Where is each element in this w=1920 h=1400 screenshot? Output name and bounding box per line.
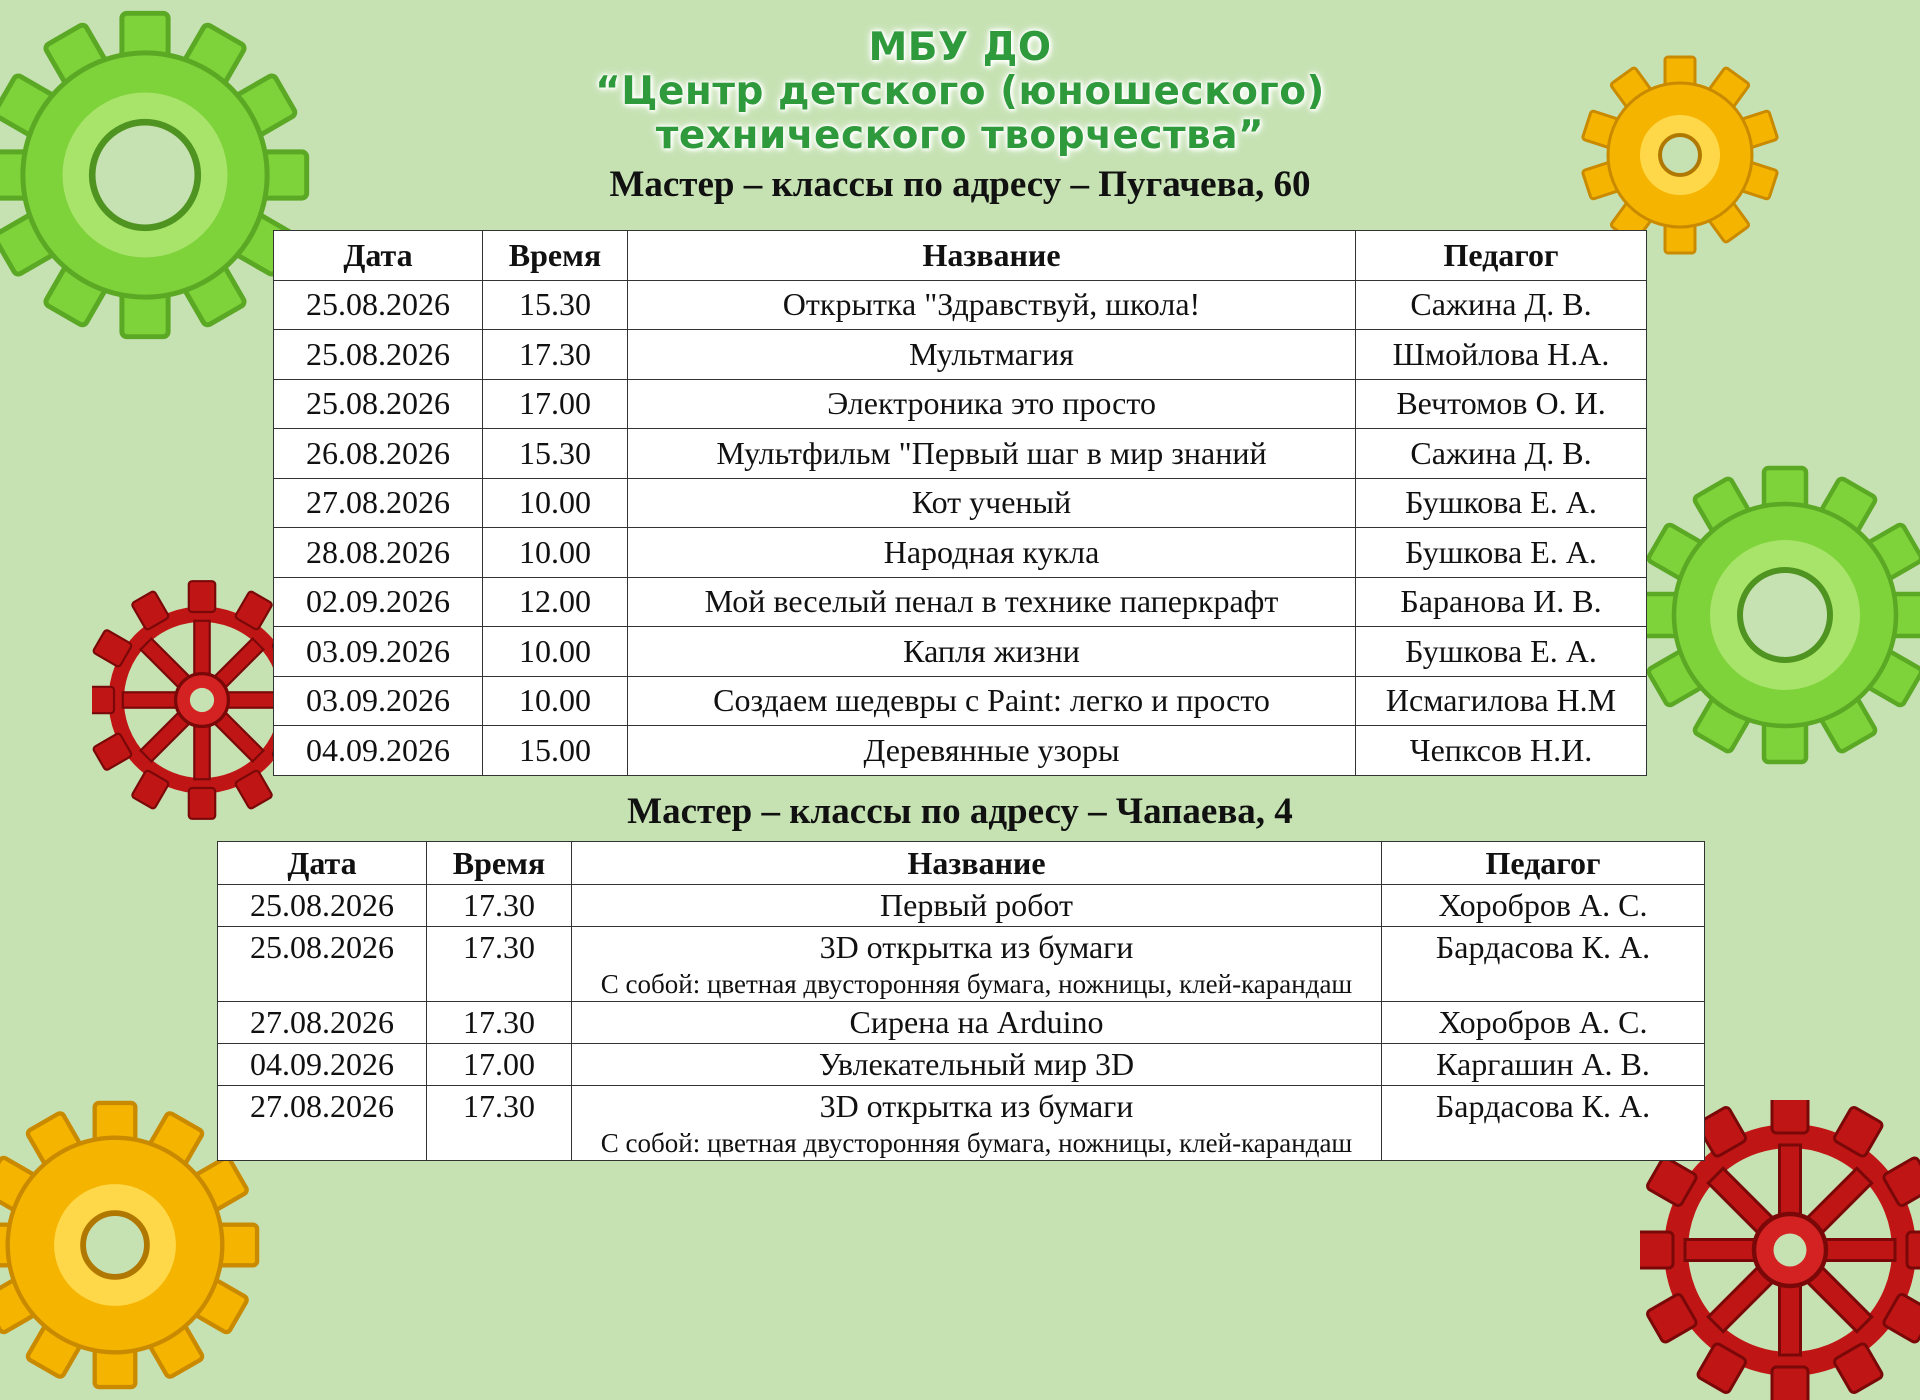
time-cell-text: 17.00	[463, 1046, 535, 1082]
time-cell-text: 15.30	[519, 434, 591, 471]
name-cell	[628, 330, 1356, 380]
table-header-row	[274, 231, 1647, 281]
date-cell-text: 27.08.2026	[250, 1004, 394, 1040]
time-cell-text: 17.30	[463, 929, 535, 965]
teacher-cell-text: Вечтомов О. И.	[1396, 385, 1606, 422]
time-cell	[427, 1044, 572, 1086]
table-row	[274, 577, 1647, 627]
time-cell	[483, 379, 628, 429]
table-row	[274, 280, 1647, 330]
teacher-cell-text: Сажина Д. В.	[1410, 286, 1592, 323]
teacher-cell-text: Хоробров А. С.	[1438, 1004, 1648, 1040]
date-cell-text: 25.08.2026	[306, 335, 450, 372]
teacher-cell	[1356, 478, 1647, 528]
name-cell-text: Мой веселый пенал в технике паперкрафт	[704, 583, 1279, 620]
name-cell-text: Мультмагия	[909, 335, 1074, 372]
materials-note: С собой: цветная двусторонняя бумага, ножницы, клей-карандаш	[600, 969, 1353, 999]
date-cell-text: 04.09.2026	[250, 1046, 394, 1082]
teacher-cell	[1356, 379, 1647, 429]
time-cell	[483, 478, 628, 528]
time-cell-text: 17.30	[519, 335, 591, 372]
name-cell-text: Создаем шедевры с Paint: легко и просто	[713, 682, 1270, 719]
table-row	[218, 1002, 1705, 1044]
table-row	[218, 1086, 1705, 1161]
name-cell	[628, 577, 1356, 627]
time-cell-text: 15.00	[519, 731, 591, 768]
time-cell	[427, 927, 572, 1002]
time-cell-text: 10.00	[519, 533, 591, 570]
date-cell	[218, 1086, 427, 1161]
name-cell	[572, 1002, 1382, 1044]
table-row	[218, 927, 1705, 1002]
time-cell	[427, 1002, 572, 1044]
column-header-name: Название	[572, 842, 1382, 885]
schedule-table-chapaeva	[217, 841, 1705, 1161]
teacher-cell-text: Каргашин А. В.	[1436, 1046, 1650, 1082]
teacher-cell	[1382, 1002, 1705, 1044]
table-row	[274, 478, 1647, 528]
time-cell-text: 10.00	[519, 632, 591, 669]
column-header-date: Дата	[274, 231, 483, 281]
date-cell	[274, 280, 483, 330]
name-cell-text: 3D открытка из бумаги	[819, 929, 1134, 965]
date-cell-text: 25.08.2026	[306, 286, 450, 323]
date-cell	[218, 885, 427, 927]
table-row	[274, 429, 1647, 479]
green-gear-icon	[1635, 445, 1920, 785]
date-cell-text: 25.08.2026	[250, 929, 394, 965]
date-cell-text: 25.08.2026	[306, 385, 450, 422]
date-cell-text: 02.09.2026	[306, 583, 450, 620]
date-cell	[274, 676, 483, 726]
name-cell-text: Электроника это просто	[827, 385, 1156, 422]
name-cell-text: Сирена на Arduino	[849, 1004, 1104, 1040]
name-cell-text: Увлекательный мир 3D	[818, 1046, 1135, 1082]
name-cell	[572, 927, 1382, 1002]
time-cell	[483, 627, 628, 677]
teacher-cell	[1356, 330, 1647, 380]
name-cell-text: Капля жизни	[903, 632, 1080, 669]
teacher-cell	[1356, 528, 1647, 578]
name-cell-text: 3D открытка из бумаги	[819, 1088, 1134, 1124]
time-cell-text: 15.30	[519, 286, 591, 323]
date-cell	[274, 627, 483, 677]
date-cell	[274, 379, 483, 429]
table-row	[274, 627, 1647, 677]
time-cell	[427, 1086, 572, 1161]
date-cell-text: 26.08.2026	[306, 434, 450, 471]
name-cell	[572, 1044, 1382, 1086]
column-header-teacher: Педагог	[1382, 842, 1705, 885]
name-cell-text: Народная кукла	[883, 533, 1100, 570]
teacher-cell-text: Баранова И. В.	[1400, 583, 1602, 620]
name-cell-text: Кот ученый	[911, 484, 1072, 521]
date-cell-text: 03.09.2026	[306, 682, 450, 719]
name-cell-text: Деревянные узоры	[863, 731, 1120, 768]
time-cell-text: 17.30	[463, 1004, 535, 1040]
date-cell-text: 04.09.2026	[306, 731, 450, 768]
column-header-date: Дата	[218, 842, 427, 885]
date-cell	[274, 726, 483, 776]
name-cell	[628, 280, 1356, 330]
table-row	[274, 379, 1647, 429]
date-cell	[218, 1002, 427, 1044]
name-cell	[572, 1086, 1382, 1161]
teacher-cell-text: Бардасова К. А.	[1435, 929, 1651, 965]
column-header-teacher: Педагог	[1356, 231, 1647, 281]
table-row	[274, 330, 1647, 380]
date-cell	[274, 528, 483, 578]
teacher-cell	[1382, 1086, 1705, 1161]
date-cell	[218, 1044, 427, 1086]
date-cell	[274, 429, 483, 479]
column-header-time: Время	[483, 231, 628, 281]
teacher-cell-text: Хоробров А. С.	[1438, 887, 1648, 923]
teacher-cell	[1356, 627, 1647, 677]
teacher-cell	[1356, 429, 1647, 479]
materials-note: С собой: цветная двусторонняя бумага, ножницы, клей-карандаш	[600, 1128, 1353, 1158]
date-cell-text: 28.08.2026	[306, 533, 450, 570]
time-cell	[483, 280, 628, 330]
time-cell-text: 12.00	[519, 583, 591, 620]
date-cell-text: 03.09.2026	[306, 632, 450, 669]
teacher-cell	[1356, 280, 1647, 330]
name-cell	[628, 429, 1356, 479]
time-cell	[483, 528, 628, 578]
name-cell-text: Мультфильм "Первый шаг в мир знаний	[716, 434, 1267, 471]
table-row	[274, 528, 1647, 578]
time-cell	[483, 676, 628, 726]
header-line-1: МБУ ДО	[868, 25, 1052, 70]
teacher-cell-text: Чепксов Н.И.	[1409, 731, 1593, 768]
header-line-3: технического творчества”	[655, 113, 1265, 158]
teacher-cell-text: Бушкова Е. А.	[1405, 632, 1597, 669]
date-cell-text: 27.08.2026	[250, 1088, 394, 1124]
teacher-cell-text: Бушкова Е. А.	[1405, 533, 1597, 570]
teacher-cell	[1382, 1044, 1705, 1086]
teacher-cell-text: Сажина Д. В.	[1410, 434, 1592, 471]
table-row	[274, 726, 1647, 776]
time-cell-text: 10.00	[519, 484, 591, 521]
time-cell	[483, 726, 628, 776]
teacher-cell	[1356, 726, 1647, 776]
name-cell	[628, 676, 1356, 726]
teacher-cell	[1382, 885, 1705, 927]
section-2-title: Мастер – классы по адресу – Чапаева, 4	[627, 791, 1293, 832]
date-cell	[218, 927, 427, 1002]
organization-header	[0, 26, 1920, 158]
time-cell	[483, 330, 628, 380]
teacher-cell-text: Бушкова Е. А.	[1405, 484, 1597, 521]
column-header-time: Время	[427, 842, 572, 885]
teacher-cell	[1382, 927, 1705, 1002]
teacher-cell-text: Бардасова К. А.	[1435, 1088, 1651, 1124]
teacher-cell	[1356, 676, 1647, 726]
date-cell	[274, 577, 483, 627]
time-cell	[483, 577, 628, 627]
time-cell	[427, 885, 572, 927]
name-cell	[628, 726, 1356, 776]
section-1-title: Мастер – классы по адресу – Пугачева, 60	[609, 164, 1311, 205]
name-cell	[628, 379, 1356, 429]
date-cell-text: 25.08.2026	[250, 887, 394, 923]
time-cell-text: 17.00	[519, 385, 591, 422]
table-row	[274, 676, 1647, 726]
time-cell-text: 17.30	[463, 1088, 535, 1124]
date-cell	[274, 478, 483, 528]
table-header-row	[218, 842, 1705, 885]
name-cell	[628, 478, 1356, 528]
date-cell-text: 27.08.2026	[306, 484, 450, 521]
name-cell	[628, 528, 1356, 578]
teacher-cell	[1356, 577, 1647, 627]
time-cell	[483, 429, 628, 479]
table-row	[218, 885, 1705, 927]
header-line-2: “Центр детского (юношеского)	[595, 69, 1325, 114]
date-cell	[274, 330, 483, 380]
name-cell-text: Первый робот	[880, 887, 1073, 923]
teacher-cell-text: Исмагилова Н.М	[1385, 682, 1617, 719]
name-cell	[628, 627, 1356, 677]
column-header-name: Название	[628, 231, 1356, 281]
name-cell-text: Открытка "Здравствуй, школа!	[782, 286, 1201, 323]
teacher-cell-text: Шмойлова Н.А.	[1392, 335, 1610, 372]
table-row	[218, 1044, 1705, 1086]
name-cell	[572, 885, 1382, 927]
time-cell-text: 10.00	[519, 682, 591, 719]
schedule-table-pugacheva	[273, 230, 1647, 776]
time-cell-text: 17.30	[463, 887, 535, 923]
